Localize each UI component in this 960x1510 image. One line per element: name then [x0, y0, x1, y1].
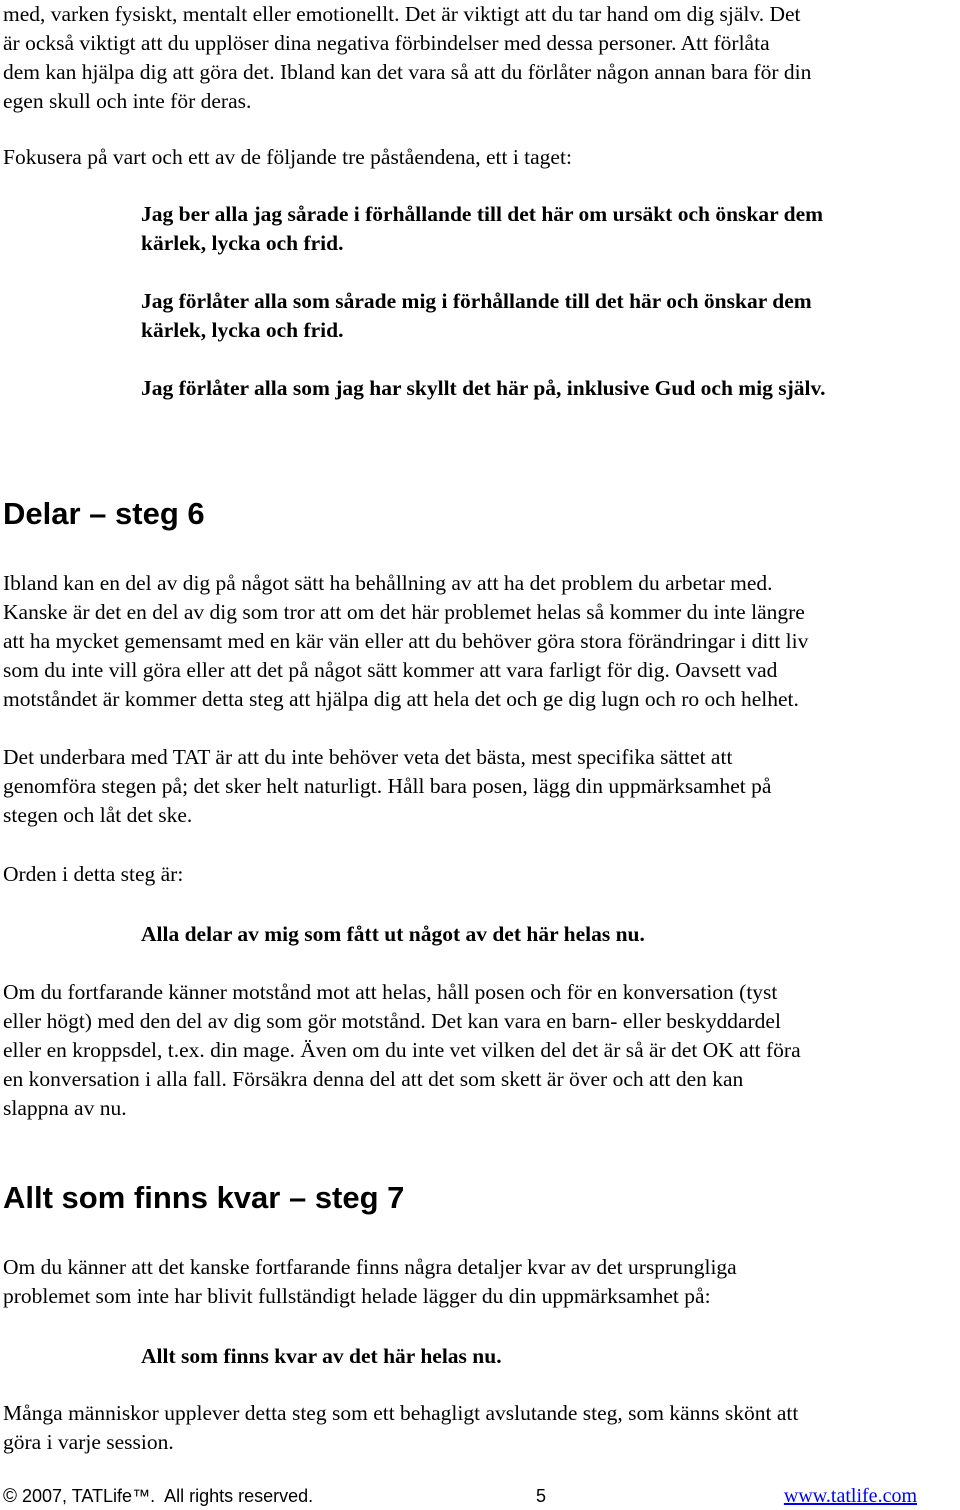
footer-copyright [3, 1484, 313, 1509]
website-link[interactable]: www.tatlife.com [783, 1485, 917, 1507]
step6-statement: Alla delar av mig som fått ut något av det här helas nu. [141, 922, 645, 946]
footer-copyright-text: 2007, TATLife™. All rights reserved. [17, 1486, 314, 1506]
step7-statement: Allt som finns kvar av det här helas nu. [141, 1344, 502, 1368]
heading-step-7: Allt som finns kvar – steg 7 [3, 1180, 405, 1215]
step7-paragraph-2: Många människor upplever detta steg som ett behagligt avslutande steg, som känns skönt att göra i varje session. [3, 1401, 799, 1454]
statement-forgive-blamed: Jag förlåter alla som jag har skyllt det här på, inklusive Gud och mig själv. [141, 376, 826, 400]
heading-step-6: Delar – steg 6 [3, 496, 205, 531]
step6-paragraph-1: Ibland kan en del av dig på något sätt ha behållning av att ha det problem du arbetar med. Kanske är det en del av dig som tror att om det här problemet helas så kommer du inte längre att ha mycket gemensamt med en kär vän eller att du behöver göra stora förändringar i ditt liv som du inte vill göra eller att det på något sätt kommer att vara farligt för dig. Oavsett vad motståndet är kommer detta steg att hjälpa dig att hela det och ge dig lugn och ro och helhet. [3, 571, 809, 711]
step7-paragraph-1: Om du känner att det kanske fortfarande finns några detaljer kvar av det ursprungliga problemet som inte har blivit fullständigt helade lägger du din uppmärksamhet på: [3, 1255, 737, 1308]
intro-paragraph: med, varken fysiskt, mentalt eller emotionellt. Det är viktigt att du tar hand om dig själv. Det är också viktigt att du upplöser dina negativa förbindelser med dessa personer. Att förlåta dem kan hjälpa dig att göra det. Ibland kan det vara så att du förlåter någon annan bara för din egen skull och inte för deras. [3, 2, 812, 113]
step6-order-label: Orden i detta steg är: [3, 862, 184, 886]
step6-paragraph-3: Om du fortfarande känner motstånd mot att helas, håll posen och för en konversation (tyst eller högt) med den del av dig som gör motstånd. Det kan vara en barn- eller beskyddardel eller en kroppsdel, t.ex. din mage. Även om du inte vet vilken del det är så är det OK att föra en konversation i alla fall. Försäkra denna del att det som skett är över och att den kan slappna av nu. [3, 980, 801, 1120]
statement-forgive-others: Jag förlåter alla som sårade mig i förhållande till det här och önskar dem kärlek, lycka och frid. [141, 289, 812, 342]
page-footer [0, 1484, 960, 1508]
statement-apology: Jag ber alla jag sårade i förhållande till det här om ursäkt och önskar dem kärlek, lycka och frid. [141, 202, 824, 255]
step6-paragraph-2: Det underbara med TAT är att du inte behöver veta det bästa, mest specifika sättet att genomföra stegen på; det sker helt naturligt. Håll bara posen, lägg din uppmärksamhet på stegen och låt det ske. [3, 745, 772, 827]
page-number: 5 [536, 1486, 547, 1506]
focus-instruction: Fokusera på vart och ett av de följande tre påståendena, ett i taget: [3, 145, 572, 169]
copyright-icon: © [3, 1486, 17, 1507]
